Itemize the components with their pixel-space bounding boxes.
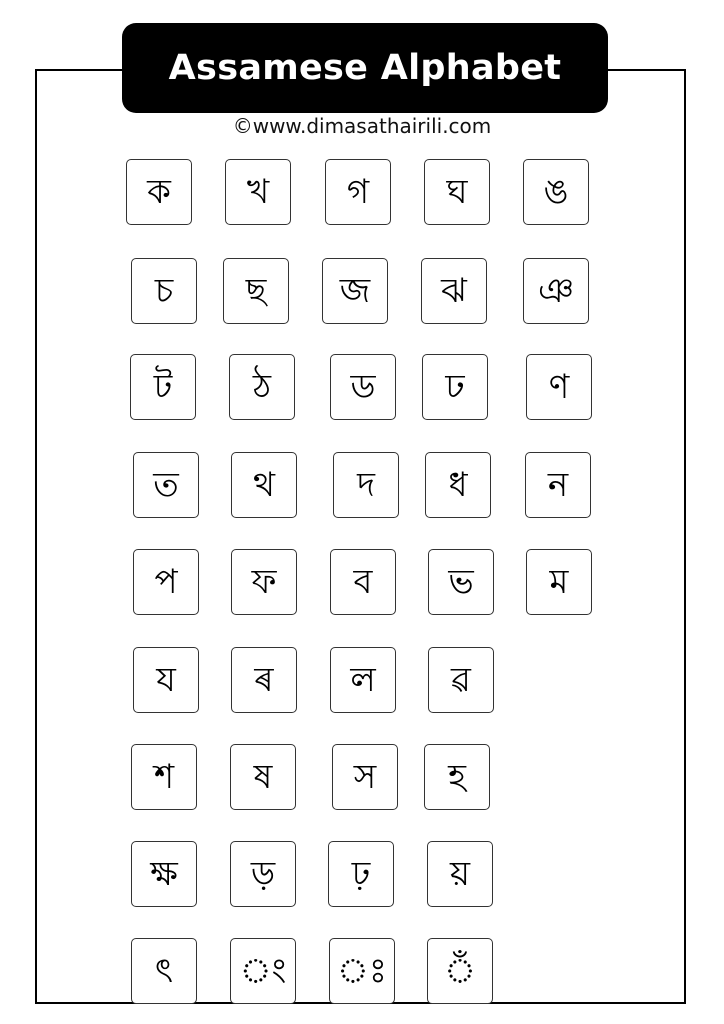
letter-tile: ঘ [424, 159, 490, 225]
letter-tile: ঝ [421, 258, 487, 324]
copyright-text: ©www.dimasathairili.com [232, 114, 492, 138]
letter-tile: প [133, 549, 199, 615]
letter-tile: ং [230, 938, 296, 1004]
letter-tile: থ [231, 452, 297, 518]
letter-tile: ম [526, 549, 592, 615]
letter-tile: হ [424, 744, 490, 810]
letter-tile: ৱ [428, 647, 494, 713]
letter-tile: গ [325, 159, 391, 225]
page-title: Assamese Alphabet [122, 23, 608, 113]
letter-tile: স [332, 744, 398, 810]
letter-tile: ছ [223, 258, 289, 324]
letter-tile: ফ [231, 549, 297, 615]
letter-tile: ঢ [422, 354, 488, 420]
letter-tile: ট [130, 354, 196, 420]
letter-tile: জ [322, 258, 388, 324]
letter-tile: ড় [230, 841, 296, 907]
letter-tile: ণ [526, 354, 592, 420]
letter-tile: ঁ [427, 938, 493, 1004]
letter-tile: দ [333, 452, 399, 518]
letter-tile: ৰ [231, 647, 297, 713]
letter-tile: ক [126, 159, 192, 225]
letter-tile: য [133, 647, 199, 713]
letter-tile: ঙ [523, 159, 589, 225]
letter-tile: ৎ [131, 938, 197, 1004]
letter-tile: ড [330, 354, 396, 420]
letter-tile: ঃ [329, 938, 395, 1004]
letter-tile: ক্ষ [131, 841, 197, 907]
letter-tile: ত [133, 452, 199, 518]
letter-tile: ঞ [523, 258, 589, 324]
letter-tile: ব [330, 549, 396, 615]
letter-tile: য় [427, 841, 493, 907]
letter-tile: ন [525, 452, 591, 518]
letter-tile: ঠ [229, 354, 295, 420]
letter-tile: ষ [230, 744, 296, 810]
letter-tile: শ [131, 744, 197, 810]
letter-tile: চ [131, 258, 197, 324]
letter-tile: ধ [425, 452, 491, 518]
letter-tile: ল [330, 647, 396, 713]
letter-tile: ঢ় [328, 841, 394, 907]
letter-tile: খ [225, 159, 291, 225]
letter-tile: ভ [428, 549, 494, 615]
